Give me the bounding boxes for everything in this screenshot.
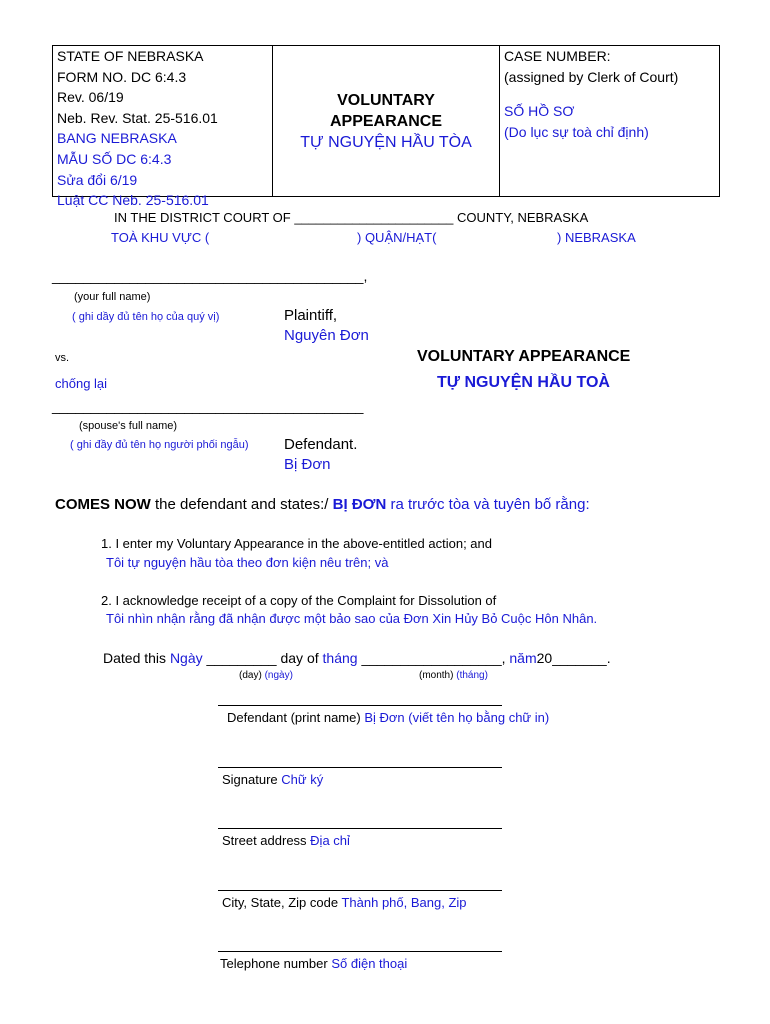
comes-now-bold: COMES NOW (55, 496, 151, 513)
defendant-name-hint: (spouse's full name) (79, 420, 178, 432)
plaintiff-label: Plaintiff, (284, 307, 338, 324)
telephone-vi: Số điện thoại (331, 956, 408, 971)
statute-vi: Luật CC Neb. 25-516.01 (57, 192, 209, 209)
case-number-box (499, 46, 720, 196)
print-name-line (218, 705, 502, 706)
item-2: 2. I acknowledge receipt of a copy of the Complaint for Dissolution of (101, 593, 497, 608)
day-hint-vi: (ngày) (264, 670, 293, 681)
form-title (273, 90, 499, 153)
street-address-en: Street address (222, 833, 307, 848)
day-hint (239, 670, 293, 681)
dated-nam: năm (509, 650, 537, 666)
street-address-label (222, 833, 350, 848)
plaintiff-name-line: ________________________________________, (52, 268, 368, 284)
signature-vi: Chữ ký (281, 772, 324, 787)
day-hint-en: (day) (239, 670, 262, 681)
defendant-label-vi: Bị Đơn (284, 456, 331, 473)
dated-thang: tháng (322, 650, 358, 666)
item-1: 1. I enter my Voluntary Appearance in the above-entitled action; and (101, 536, 492, 551)
plaintiff-name-hint: (your full name) (74, 291, 151, 303)
caption-title: VOLUNTARY APPEARANCE (417, 348, 631, 365)
city-state-zip-line (218, 890, 502, 891)
street-address-vi: Địa chỉ (310, 833, 350, 848)
month-hint-vi: (tháng) (456, 670, 488, 681)
city-state-zip-en: City, State, Zip code (222, 895, 339, 910)
signature-en: Signature (222, 772, 278, 787)
telephone-en: Telephone number (220, 956, 328, 971)
case-number-note: (assigned by Clerk of Court) (504, 68, 679, 85)
comes-now-rest: the defendant and states:/ (150, 496, 329, 513)
city-state-zip-vi: Thành phố, Bang, Zip (341, 895, 467, 910)
signature-label (222, 772, 323, 787)
item-1-vi: Tôi tự nguyện hầu tòa theo đơn kiện nêu trên; và (106, 555, 389, 570)
item-2-vi: Tôi nhìn nhận rằng đã nhận được một bảo sao của Đơn Xin Hủy Bỏ Cuộc Hôn Nhân. (106, 611, 598, 626)
statute: Neb. Rev. Stat. 25-516.01 (57, 109, 218, 126)
revision: Rev. 06/19 (57, 89, 124, 106)
case-number-label-vi: SỐ HỒ SƠ (504, 103, 575, 120)
month-blank: __________________, (361, 650, 506, 666)
form-title-en-2: APPEARANCE (329, 113, 442, 130)
defendant-name-hint-vi: ( ghi đầy đủ tên họ người phối ngẫu) (70, 439, 249, 451)
month-hint-en: (month) (419, 670, 454, 681)
form-header (52, 45, 720, 209)
comes-now-rest-vi: ra trước tòa và tuyên bố rằng: (386, 496, 590, 513)
caption-title-vi: TỰ NGUYỆN HẦU TOÀ (437, 374, 610, 391)
print-name-vi: Bị Đơn (viết tên họ bằng chữ in) (364, 710, 550, 725)
telephone-line (218, 951, 502, 952)
dated-ngay: Ngày (169, 650, 203, 666)
print-name-en: Defendant (print name) (227, 710, 361, 725)
form-title-en-1: VOLUNTARY (337, 92, 435, 109)
state-line: STATE OF NEBRASKA (57, 48, 204, 64)
state-line-vi: BANG NEBRASKA (57, 130, 177, 147)
defendant-name-line: ________________________________________ (52, 398, 364, 414)
defendant-label: Defendant. (284, 436, 358, 453)
dated-line (103, 650, 611, 666)
street-address-line (218, 828, 502, 829)
form-identification (53, 46, 273, 209)
comes-now-bold-vi: BỊ ĐƠN (332, 496, 387, 513)
day-blank: _________ (206, 650, 277, 666)
telephone-label (220, 956, 407, 971)
plaintiff-name-hint-vi: ( ghi dầy đủ tên họ của quý vị) (72, 311, 220, 323)
court-nebraska-vi: ) NEBRASKA (557, 230, 636, 245)
city-state-zip-label (222, 895, 467, 910)
print-name-label (227, 710, 549, 725)
case-number-label: CASE NUMBER: (504, 48, 611, 64)
court-line: IN THE DISTRICT COURT OF ______________________ COUNTY, NEBRASKA (114, 210, 589, 225)
form-number: FORM NO. DC 6:4.3 (57, 68, 187, 85)
year-blank: 20_______. (536, 650, 611, 666)
court-quan-hat: ) QUẬN/HẠT( (357, 230, 437, 245)
comes-now-statement (55, 496, 590, 513)
month-hint (419, 670, 488, 681)
signature-line (218, 767, 502, 768)
revision-vi: Sửa đổi 6/19 (57, 171, 138, 188)
form-number-vi: MẪU SỐ DC 6:4.3 (57, 150, 172, 167)
form-title-vi: TỰ NGUYỆN HẦU TÒA (300, 134, 472, 151)
court-toa-khu-vuc: TOÀ KHU VỰC ( (111, 230, 210, 245)
case-number-note-vi: (Do lục sự toà chỉ định) (504, 123, 649, 140)
day-of: day of (280, 650, 319, 666)
versus-vi: chống lại (55, 376, 108, 391)
dated-this: Dated this (103, 650, 167, 666)
versus: vs. (55, 352, 70, 364)
plaintiff-label-vi: Nguyên Đơn (284, 327, 369, 344)
